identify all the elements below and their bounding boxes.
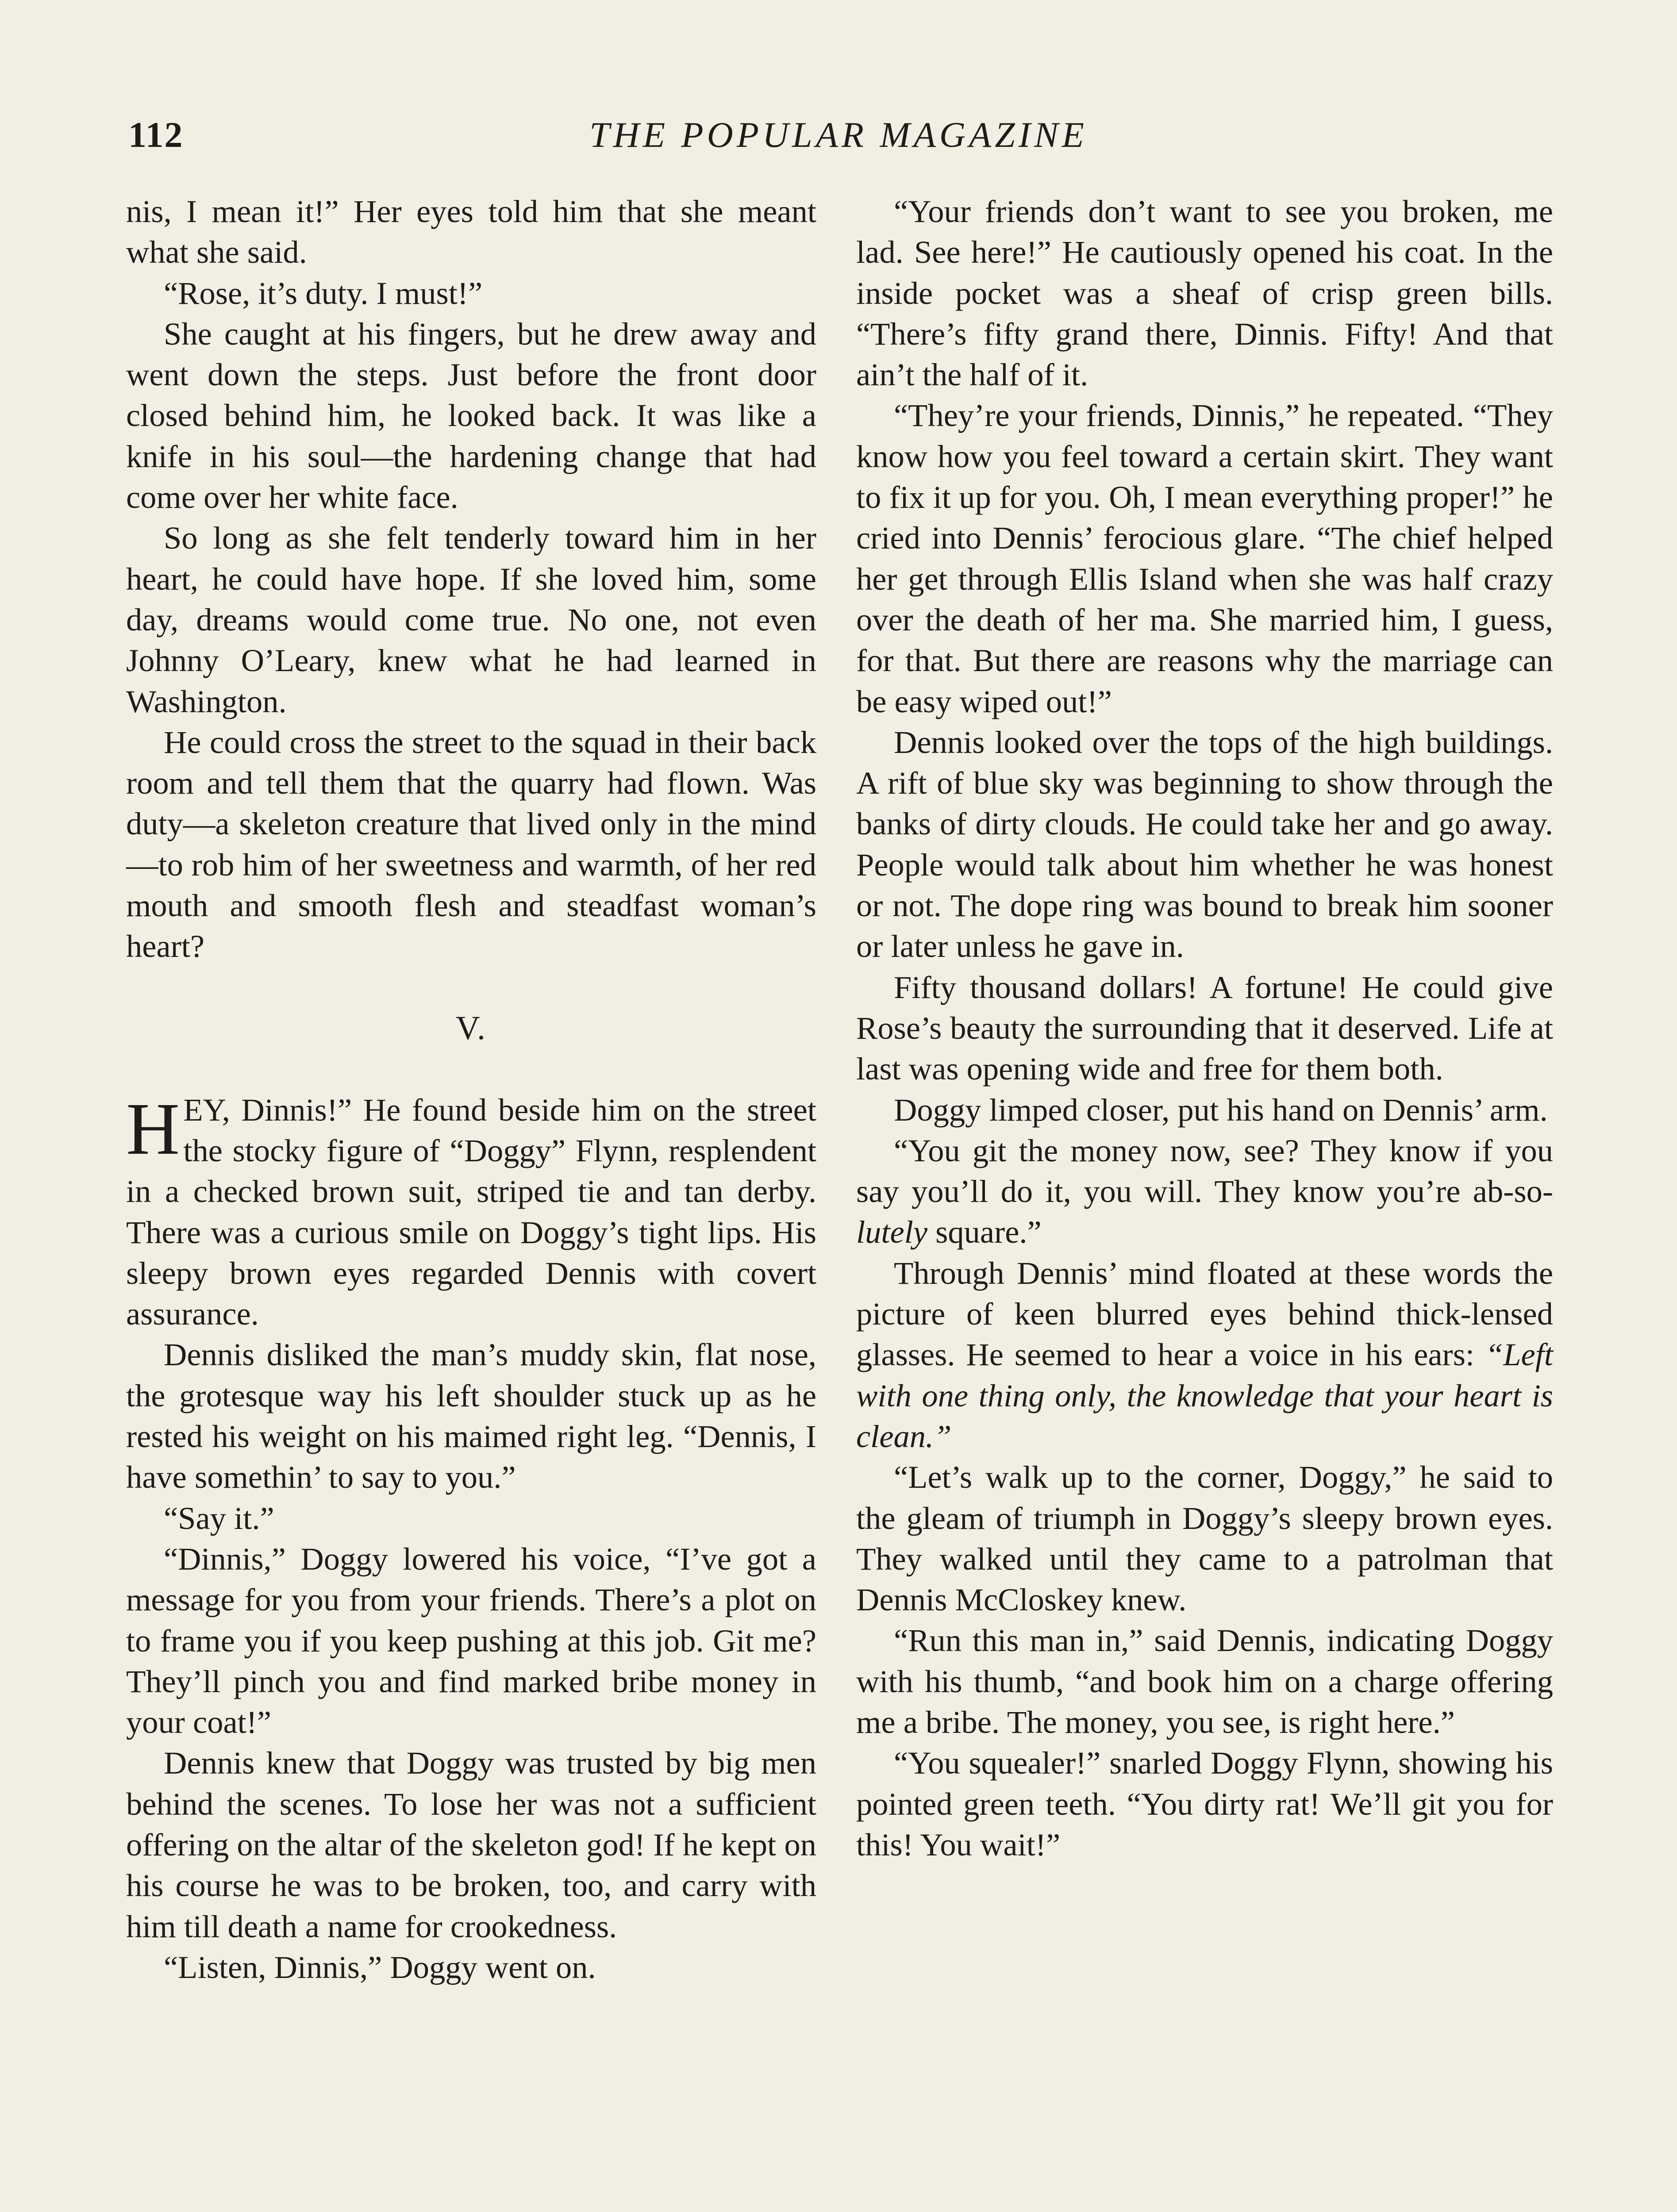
paragraph: nis, I mean it!” Her eyes told him that she meant what she said.	[126, 193, 816, 270]
text-run: square.”	[927, 1214, 1042, 1250]
paragraph: “You squealer!” snarled Doggy Flynn, showing his pointed green teeth. “You dirty rat! We’ll git you for this! You wait!”	[856, 1745, 1553, 1863]
paragraph: Doggy limped closer, put his hand on Dennis’ arm.	[894, 1091, 1548, 1128]
dropcap-paragraph	[126, 1087, 816, 1335]
left-column	[126, 191, 816, 1988]
paragraph: Fifty thousand dollars! A fortune! He could give Rose’s beauty the surrounding that it deserved. Life at last was opening wide and free for them both.	[856, 969, 1553, 1087]
paragraph: “Rose, it’s duty. I must!”	[164, 275, 483, 311]
paragraph: “Your friends don’t want to see you broken, me lad. See here!” He cautiously opened his coat. In the inside pocket was a sheaf of crisp green bills. “There’s fifty grand there, Dinnis. Fifty! And that ain’t the half of it.	[856, 193, 1553, 393]
paragraph: Dennis looked over the tops of the high buildings. A rift of blue sky was beginning to show through the banks of dirty clouds. He could take her and go away. People would talk about him whether he was honest or not. The dope ring was bound to break him sooner or later unless he gave in.	[856, 724, 1553, 964]
text-run: “You git the money now, see? They know if you say you’ll do it, you will. They know you’re ab-so-	[856, 1132, 1553, 1210]
italic-text: lutely	[856, 1214, 928, 1250]
paragraph: “Listen, Dinnis,” Doggy went on.	[164, 1949, 596, 1985]
dropcap-paragraph-text: EY, Dinnis!” He found beside him on the street the stocky figure of “Doggy” Flynn, resplendent in a checked brown suit, striped tie and tan derby. There was a curious smile on Doggy’s tight lips. His sleepy brown eyes regarded Dennis with covert assurance.	[126, 1091, 816, 1332]
section-heading: V.	[455, 1009, 487, 1047]
page-number: 112	[128, 115, 184, 155]
paragraph: She caught at his fingers, but he drew away and went down the steps. Just before the front door closed behind him, he looked back. It was like a knife in his soul—the hardening change that had come over her white face.	[126, 315, 816, 515]
paragraph: Dennis knew that Doggy was trusted by big men behind the scenes. To lose her was not a sufficient offering on the altar of the skeleton god! If he kept on his course he was to be broken, too, and carry with him till death a name for crookedness.	[126, 1745, 816, 1944]
paragraph	[856, 1253, 1553, 1457]
paragraph: “Let’s walk up to the corner, Doggy,” he said to the gleam of triumph in Doggy’s sleepy brown eyes. They walked until they came to a patrolman that Dennis McCloskey knew.	[856, 1459, 1553, 1618]
paragraph	[856, 1130, 1553, 1253]
page-header	[128, 114, 1549, 163]
right-column	[856, 191, 1553, 1865]
paragraph: “Say it.”	[164, 1500, 274, 1536]
text-run: Through Dennis’ mind floated at these words the picture of keen blurred eyes behind thick-lensed glasses. He seemed to hear a voice in his ears:	[856, 1255, 1553, 1373]
dropcap-letter: H	[126, 1087, 180, 1170]
paragraph: Dennis disliked the man’s muddy skin, flat nose, the grotesque way his left shoulder stuck up as he rested his weight on his maimed right leg. “Dennis, I have somethin’ to say to you.”	[126, 1336, 816, 1495]
paragraph: “Run this man in,” said Dennis, indicating Doggy with his thumb, “and book him on a charge offering me a bribe. The money, you see, is right here.”	[856, 1622, 1553, 1740]
running-title: THE POPULAR MAGAZINE	[589, 115, 1088, 155]
paragraph: So long as she felt tenderly toward him in her heart, he could have hope. If she loved him, some day, dreams would come true. No one, not even Johnny O’Leary, knew what he had learned in Washington.	[126, 520, 816, 719]
paragraph: He could cross the street to the squad in their back room and tell them that the quarry had flown. Was duty—a skeleton creature that lived only in the mind—to rob him of her sweetness and warmth, of her red mouth and smooth flesh and steadfast woman’s heart?	[126, 724, 816, 964]
paragraph: “They’re your friends, Dinnis,” he repeated. “They know how you feel toward a certain skirt. They want to fix it up for you. Oh, I mean everything proper!” he cried into Dennis’ ferocious glare. “The chief helped her get through Ellis Island when she was half crazy over the death of her ma. She married him, I guess, for that. But there are reasons why the marriage can be easy wiped out!”	[856, 397, 1553, 719]
paragraph: “Dinnis,” Doggy lowered his voice, “I’ve got a message for you from your friends. There’s a plot on to frame you if you keep pushing at this job. Git me? They’ll pinch you and find marked bribe money in your coat!”	[126, 1540, 816, 1740]
italic-quote: “Left with one thing only, the knowledge that your heart is clean.”	[856, 1336, 1553, 1454]
